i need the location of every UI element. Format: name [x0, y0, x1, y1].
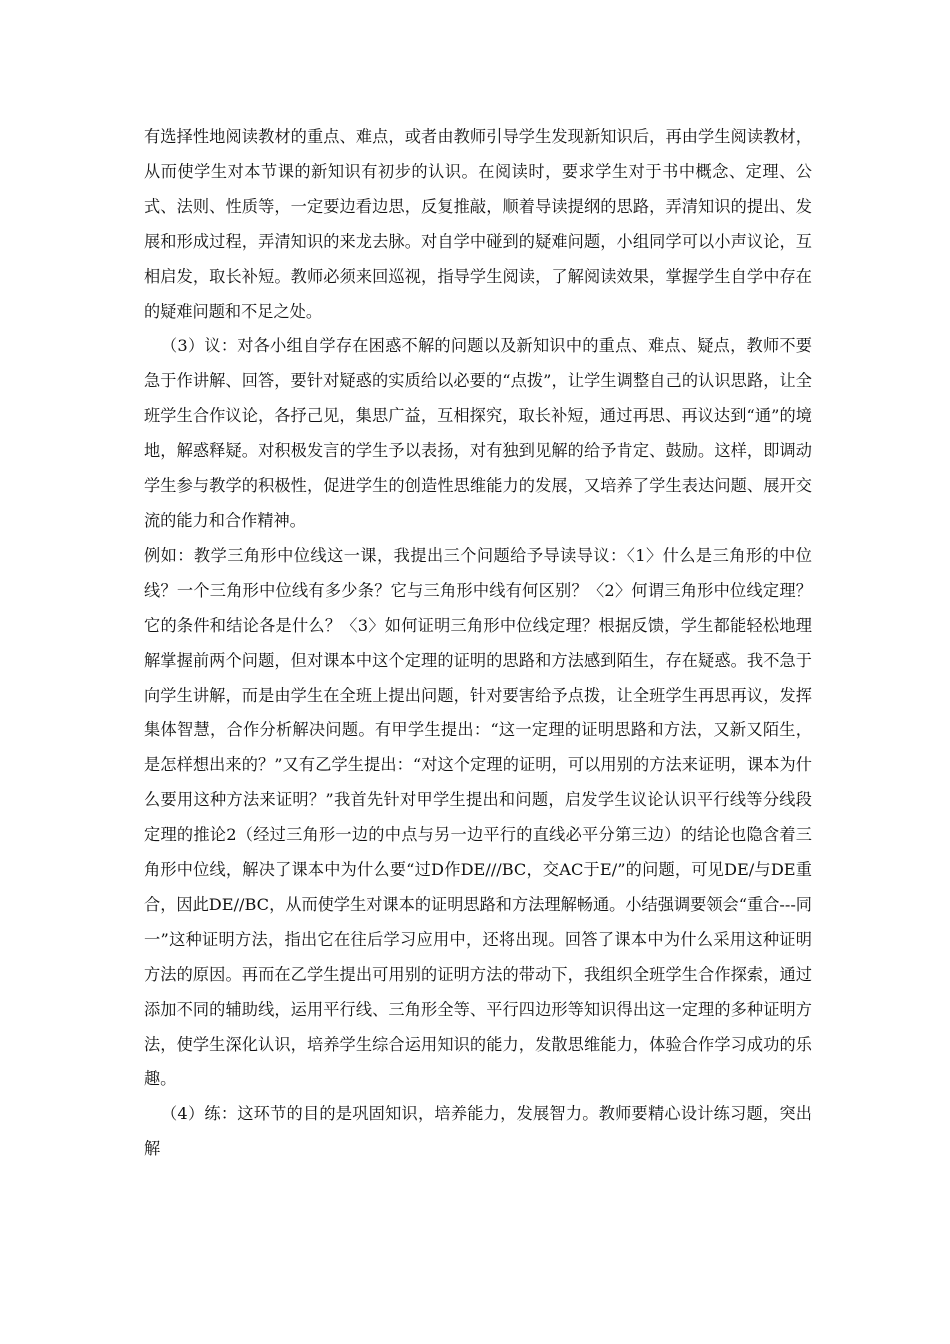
paragraph-practice: （4）练：这环节的目的是巩固知识，培养能力，发展智力。教师要精心设计练习题，突出解 — [144, 1104, 812, 1159]
paragraph-example: 例如：教学三角形中位线这一课，我提出三个问题给予导读导议：〈1〉什么是三角形的中位线？一个三角形中位线有多少条？它与三角形中线有何区别？〈2〉何谓三角形中位线定理？它的条件和结论各是什么？〈3〉如何证明三角形中位线定理？根据反馈，学生都能轻松地理解掌握前两个问题，但对课本中这个定理的证明的思路和方法感到陌生，存在疑惑。我不急于向学生讲解，而是由学生在全班上提出问题，针对要害给予点拨，让全班学生再思再议，发挥集体智慧，合作分析解决问题。有甲学生提出：“这一定理的证明思路和方法，又新又陌生，是怎样想出来的？”又有乙学生提出：“对这个定理的证明，可以用别的方法来证明，课本为什么要用这种方法来证明？”我首先针对甲学生提出和问题，启发学生议论认识平行线等分线段定理的推论2（经过三角形一边的中点与另一边平行的直线必平分第三边）的结论也隐含着三角形中位线，解决了课本中为什么要“过D作DE///BC，交AC于E/”的问题，可见DE/与DE重合，因此DE//BC，从而使学生对课本的证明思路和方法理解畅通。小结强调要领会“重合---同一”这种证明方法，指出它在往后学习应用中，还将出现。回答了课本中为什么采用这种证明方法的原因。再而在乙学生提出可用别的证明方法的带动下，我组织全班学生合作探索，通过添加不同的辅助线，运用平行线、三角形全等、平行四边形等知识得出这一定理的多种证明方法，使学生深化认识，培养学生综合运用知识的能力，发散思维能力，体验合作学习成功的乐趣。 — [144, 545, 812, 1089]
paragraph-discuss: （3）议：对各小组自学存在困惑不解的问题以及新知识中的重点、难点、疑点，教师不要急于作讲解、回答，要针对疑惑的实质给以必要的“点拨”，让学生调整自己的认识思路，让全班学生合作议论，各抒己见，集思广益，互相探究，取长补短，通过再思、再议达到“通”的境地，解惑释疑。对积极发言的学生予以表扬，对有独到见解的给予肯定、鼓励。这样，即调动学生参与教学的积极性，促进学生的创造性思维能力的发展，又培养了学生表达问题、展开交流的能力和合作精神。 — [144, 336, 812, 530]
paragraph-reading-continued: 有选择性地阅读教材的重点、难点，或者由教师引导学生发现新知识后，再由学生阅读教材，从而使学生对本节课的新知识有初步的认识。在阅读时，要求学生对于书中概念、定理、公式、法则、性质等，一定要边看边思，反复推敲，顺着导读提纲的思路，弄清知识的提出、发展和形成过程，弄清知识的来龙去脉。对自学中碰到的疑难问题，小组同学可以小声议论，互相启发，取长补短。教师必须来回巡视，指导学生阅读，了解阅读效果，掌握学生自学中存在的疑难问题和不足之处。 — [144, 127, 812, 321]
document-body — [144, 120, 812, 1167]
